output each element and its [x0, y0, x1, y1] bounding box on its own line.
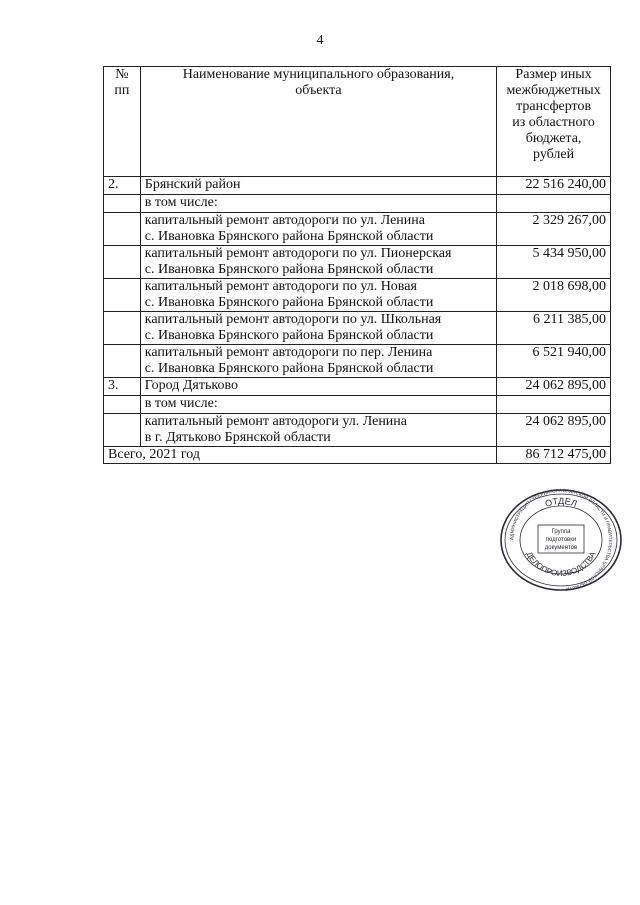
row-name-line: в том числе: — [144, 396, 218, 411]
row-name — [140, 195, 496, 213]
table-row — [104, 396, 611, 414]
total-label: Всего, 2021 год — [104, 447, 497, 464]
row-amount: 6 521 940,00 — [497, 345, 611, 378]
row-name-line: с. Ивановка Брянского района Брянской области — [144, 361, 434, 376]
header-name: Наименование муниципального образования, объекта — [140, 67, 496, 177]
row-name-line: Брянский район — [144, 177, 241, 192]
row-amount: 24 062 895,00 — [497, 378, 611, 396]
row-name-line: с. Ивановка Брянского района Брянской области — [144, 229, 434, 244]
row-name-line: капитальный ремонт автодороги ул. Ленина — [144, 414, 408, 429]
stamp-center-line-2: подготовки — [545, 537, 577, 543]
row-name — [140, 312, 496, 345]
row-amount: 2 018 698,00 — [497, 279, 611, 312]
table-row — [104, 195, 611, 213]
row-number — [104, 213, 141, 246]
row-amount: 5 434 950,00 — [497, 246, 611, 279]
row-amount — [497, 195, 611, 213]
stamp-outer-text: АДМИНИСТРАЦИЯ ГУБЕРНАТОРА БРЯНСКОЙ ОБЛАСТИ И ПРАВИТЕЛЬСТВА БРЯНСКОЙ ОБЛАСТИ — [508, 488, 614, 592]
row-number: 3. — [104, 378, 141, 396]
row-name-line: с. Ивановка Брянского района Брянской области — [144, 295, 434, 310]
table-row — [104, 378, 611, 396]
transfers-table — [103, 66, 611, 464]
total-row — [104, 447, 611, 464]
table-row — [104, 312, 611, 345]
header-num: № пп — [104, 67, 141, 177]
stamp-middle-bottom: ДЕЛОПРОИЗВОДСТВА — [524, 550, 598, 579]
row-number — [104, 195, 141, 213]
row-name — [140, 414, 496, 447]
row-name — [140, 279, 496, 312]
table-row — [104, 213, 611, 246]
table-header-row — [104, 67, 611, 177]
table-row — [104, 345, 611, 378]
stamp-center-line-3: документов — [544, 545, 578, 551]
row-name-line: в г. Дятьково Брянской области — [144, 430, 331, 445]
header-amount: Размер иных межбюджетных трансфертов из областного бюджета, рублей — [497, 67, 611, 177]
row-number — [104, 279, 141, 312]
row-name — [140, 213, 496, 246]
row-name-line: капитальный ремонт автодороги по пер. Ленина — [144, 345, 433, 360]
row-number — [104, 414, 141, 447]
row-name-line: капитальный ремонт автодороги по ул. Ленина — [144, 213, 426, 228]
row-name — [140, 177, 496, 195]
table-row — [104, 279, 611, 312]
office-stamp — [496, 488, 626, 592]
row-number — [104, 345, 141, 378]
row-name-line: Город Дятьково — [144, 378, 238, 393]
total-amount: 86 712 475,00 — [497, 447, 611, 464]
page-number: 4 — [316, 33, 324, 48]
row-number: 2. — [104, 177, 141, 195]
table-row — [104, 177, 611, 195]
row-amount — [497, 396, 611, 414]
row-name — [140, 246, 496, 279]
row-name-line: капитальный ремонт автодороги по ул. Школьная — [144, 312, 442, 327]
row-name-line: в том числе: — [144, 195, 218, 210]
row-name-line: с. Ивановка Брянского района Брянской области — [144, 328, 434, 343]
table-row — [104, 246, 611, 279]
stamp-middle-top: ОТДЕЛ — [543, 495, 579, 509]
row-name-line: с. Ивановка Брянского района Брянской области — [144, 262, 434, 277]
stamp-center-line-1: Группа — [551, 529, 571, 535]
table-row — [104, 414, 611, 447]
row-name-line: капитальный ремонт автодороги по ул. Новая — [144, 279, 417, 294]
row-number — [104, 246, 141, 279]
row-name — [140, 396, 496, 414]
row-number — [104, 396, 141, 414]
row-name — [140, 378, 496, 396]
row-amount: 6 211 385,00 — [497, 312, 611, 345]
row-name-line: капитальный ремонт автодороги по ул. Пионерская — [144, 246, 452, 261]
row-name — [140, 345, 496, 378]
row-amount: 24 062 895,00 — [497, 414, 611, 447]
row-amount: 22 516 240,00 — [497, 177, 611, 195]
row-amount: 2 329 267,00 — [497, 213, 611, 246]
row-number — [104, 312, 141, 345]
